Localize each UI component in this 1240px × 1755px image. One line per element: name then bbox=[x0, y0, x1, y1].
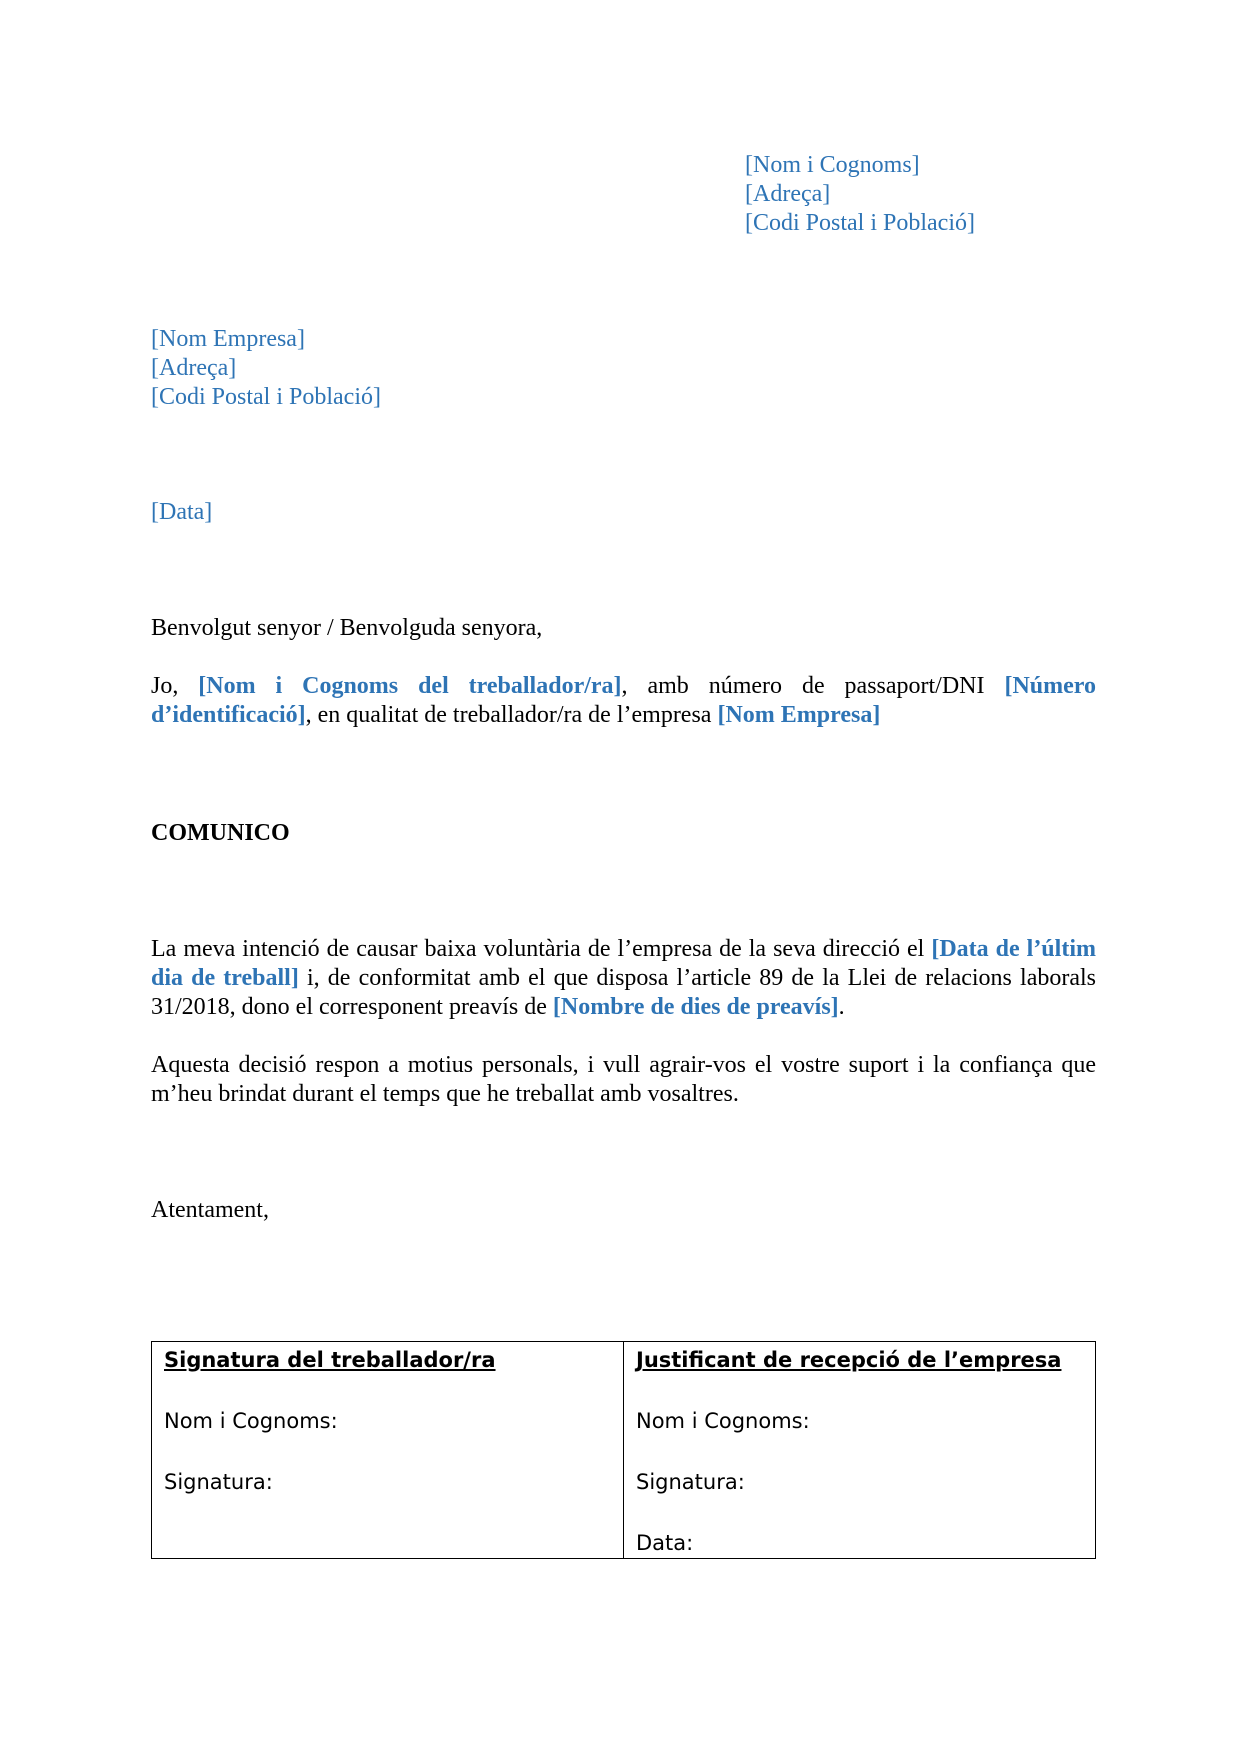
company-signature-label: Signatura: bbox=[636, 1470, 745, 1494]
recipient-address: [Adreça] bbox=[151, 355, 237, 381]
company-receipt-cell bbox=[624, 1342, 1096, 1559]
company-receipt-heading: Justificant de recepció de l’empresa bbox=[636, 1348, 1062, 1372]
worker-name-label: Nom i Cognoms: bbox=[164, 1409, 338, 1433]
recipient-company: [Nom Empresa] bbox=[151, 326, 305, 352]
company-placeholder: [Nom Empresa] bbox=[717, 702, 881, 728]
worker-name-placeholder: [Nom i Cognoms del treballador/ra] bbox=[198, 673, 622, 699]
heading-comunico: COMUNICO bbox=[151, 820, 290, 846]
paragraph-gratitude: Aquesta decisió respon a motius personals, i vull agrair-vos el vostre suport i la confiança que m’heu brindat durant el temps que he treballat amb vosaltres. bbox=[151, 1052, 1096, 1107]
id-number-placeholder: [Número d’identificació] bbox=[151, 673, 1096, 728]
letter-date: [Data] bbox=[151, 499, 213, 525]
worker-signature-label: Signatura: bbox=[164, 1470, 273, 1494]
sender-address: [Adreça] bbox=[745, 181, 831, 207]
recipient-block bbox=[151, 325, 381, 412]
paragraph-identification bbox=[151, 672, 1096, 730]
para1-text-2: , amb número de passaport/DNI bbox=[621, 673, 1005, 699]
worker-signature-cell bbox=[152, 1342, 624, 1559]
notice-days-placeholder: [Nombre de dies de preavís] bbox=[552, 994, 839, 1020]
last-day-placeholder: [Data de l’últim dia de treball] bbox=[151, 936, 1096, 991]
para2-text-1: La meva intenció de causar baixa voluntària de l’empresa de la seva direcció el bbox=[151, 936, 932, 962]
greeting: Benvolgut senyor / Benvolguda senyora, bbox=[151, 615, 543, 641]
para2-text-3: . bbox=[838, 994, 845, 1020]
para1-text-3: , en qualitat de treballador/ra de l’empresa bbox=[305, 702, 718, 728]
para1-text-1: Jo, bbox=[151, 673, 199, 699]
recipient-postal: [Codi Postal i Població] bbox=[151, 384, 381, 410]
sender-name: [Nom i Cognoms] bbox=[745, 152, 920, 178]
company-date-label: Data: bbox=[636, 1531, 694, 1555]
signature-table bbox=[151, 1341, 1096, 1559]
worker-signature-heading: Signatura del treballador/ra bbox=[164, 1348, 496, 1372]
sender-postal: [Codi Postal i Població] bbox=[745, 210, 975, 236]
closing: Atentament, bbox=[151, 1197, 269, 1223]
paragraph-resignation bbox=[151, 935, 1096, 1022]
para2-text-2: i, de conformitat amb el que disposa l’article 89 de la Llei de relacions laborals 31/2018, dono el corresponent preavís de bbox=[151, 965, 1096, 1020]
sender-block bbox=[745, 151, 975, 238]
company-name-label: Nom i Cognoms: bbox=[636, 1409, 810, 1433]
